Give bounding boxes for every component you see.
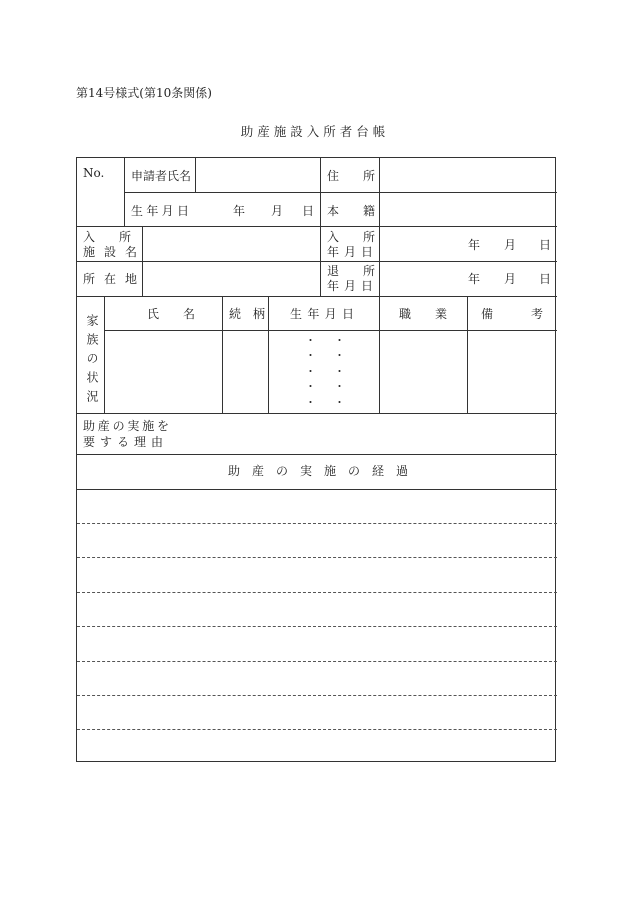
progress-line	[77, 695, 557, 696]
admission-year: 年	[468, 238, 481, 252]
birthdate-year: 年	[233, 204, 246, 218]
family-occupation-field[interactable]	[380, 331, 466, 412]
reason-label-top: 助産の実施を	[83, 419, 169, 433]
birthdate-day: 日	[302, 204, 315, 218]
family-col-birthdate: 生年月日	[290, 307, 354, 321]
facility-name-label-bottom: 施設名	[83, 245, 137, 259]
discharge-year: 年	[468, 272, 481, 286]
reason-field[interactable]	[177, 414, 556, 453]
col-rule	[268, 296, 269, 413]
address-label: 住 所	[327, 169, 376, 183]
date-dots: ・・	[305, 349, 363, 363]
date-dots: ・・	[305, 364, 363, 378]
facility-name-field[interactable]	[143, 227, 319, 260]
location-label: 所在地	[83, 272, 137, 286]
progress-line	[77, 729, 557, 730]
family-col-occupation: 職 業	[399, 307, 448, 321]
reason-label-bottom: 要する理由	[83, 435, 163, 449]
col-rule	[320, 226, 321, 296]
family-notes-field[interactable]	[468, 331, 556, 412]
admission-label-top: 入 所	[327, 230, 376, 244]
date-dots: ・・	[305, 395, 363, 409]
progress-line	[77, 661, 557, 662]
family-section-label: 家族の状況	[85, 314, 99, 409]
progress-line	[77, 626, 557, 627]
discharge-day: 日	[539, 272, 552, 286]
family-col-notes: 備 考	[481, 307, 543, 321]
family-name-field[interactable]	[105, 331, 221, 412]
address-field[interactable]	[380, 159, 556, 191]
progress-line	[77, 523, 557, 524]
discharge-label-top: 退 所	[327, 264, 376, 278]
ledger-table	[76, 157, 556, 762]
discharge-month: 月	[504, 272, 517, 286]
facility-name-label-top: 入 所	[83, 230, 132, 244]
family-relation-field[interactable]	[223, 331, 267, 412]
family-birthdate-placeholders[interactable]	[305, 333, 363, 410]
location-field[interactable]	[143, 262, 319, 295]
birthdate-month: 月	[271, 204, 284, 218]
form-title: 助産施設入所者台帳	[240, 124, 390, 139]
no-label: No.	[83, 166, 105, 180]
domicile-label: 本 籍	[327, 204, 376, 218]
admission-month: 月	[504, 238, 517, 252]
date-dots: ・・	[305, 334, 363, 347]
family-col-relation: 続 柄	[229, 307, 266, 321]
date-dots: ・・	[305, 380, 363, 394]
form-number: 第14号様式(第10条関係)	[76, 86, 212, 100]
col-rule	[379, 226, 380, 296]
rule-reason-bottom	[77, 454, 557, 455]
admission-label-bottom: 年月日	[327, 245, 373, 259]
applicant-name-field[interactable]	[196, 159, 319, 191]
family-col-name: 氏 名	[147, 307, 196, 321]
progress-line	[77, 557, 557, 558]
applicant-name-label: 申請者氏名	[131, 169, 192, 183]
rule-progress-title	[77, 489, 557, 490]
domicile-field[interactable]	[380, 193, 556, 225]
rule-facility-bottom	[77, 296, 557, 297]
birthdate-label: 生年月日	[131, 204, 189, 218]
progress-line	[77, 592, 557, 593]
col-rule	[320, 158, 321, 226]
admission-day: 日	[539, 238, 552, 252]
progress-title: 助産の実施の経過	[228, 464, 408, 478]
col-rule	[124, 158, 125, 226]
discharge-label-bottom: 年月日	[327, 279, 373, 293]
